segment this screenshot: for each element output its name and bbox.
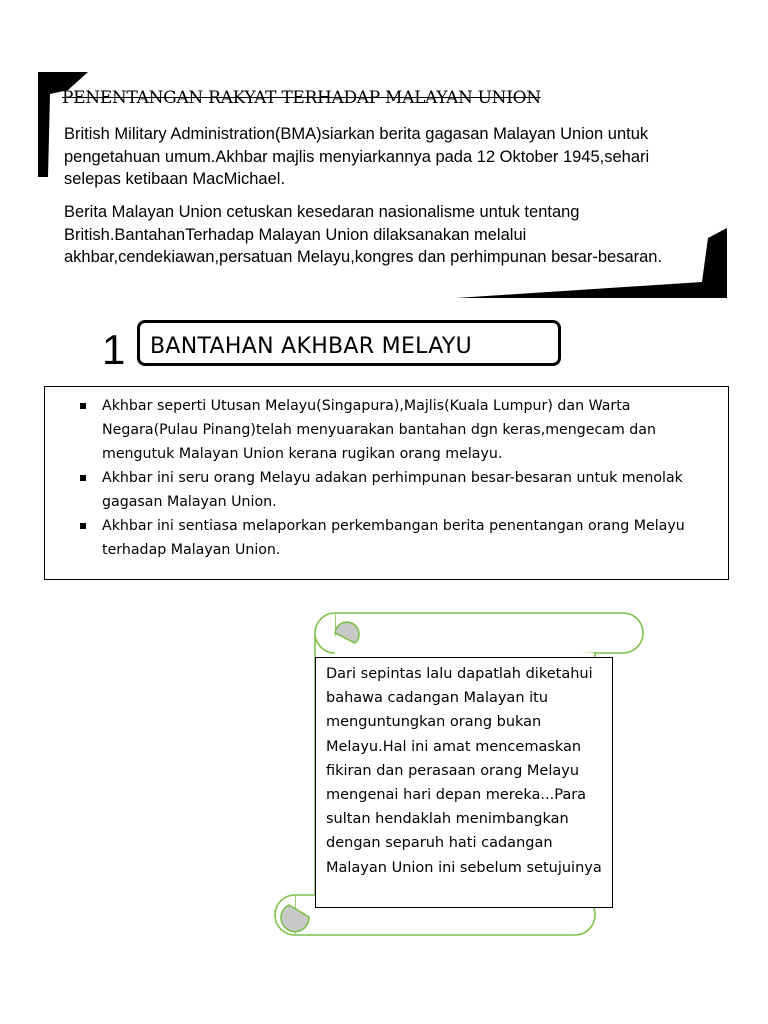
list-item: Akhbar ini sentiasa melaporkan perkembangan berita penentangan orang Melayu terhadap Malayan Union. <box>76 514 716 562</box>
bullet-list <box>76 394 716 562</box>
section-number: 1 <box>102 326 126 373</box>
intro-paragraph: British Military Administration(BMA)siarkan berita gagasan Malayan Union untuk pengetahuan umum.Akhbar majlis menyiarkannya pada 12 Oktober 1945,sehari selepas ketibaan MacMichael. <box>64 125 650 188</box>
list-item: Akhbar ini seru orang Melayu adakan perhimpunan besar-besaran untuk menolak gagasan Malayan Union. <box>76 466 716 514</box>
quote-text: Dari sepintas lalu dapatlah diketahui bahawa cadangan Malayan itu menguntungkan orang bukan Melayu.Hal ini amat mencemaskan fikiran dan perasaan orang Melayu mengenai hari depan mereka...Para sultan hendaklah menimbangkan dengan separuh hati cadangan Malayan Union ini sebelum setujuinya <box>326 666 602 876</box>
context-paragraph: Berita Malayan Union cetuskan kesedaran nasionalisme untuk tentang British.BantahanTerhadap Malayan Union dilaksanakan melalui akhbar,cendekiawan,persatuan Melayu,kongres dan perhimpunan besar-besaran. <box>64 203 663 266</box>
page-title: PENENTANGAN RAKYAT TERHADAP MALAYAN UNION <box>62 88 541 108</box>
square-bullet-icon <box>80 403 86 409</box>
square-bullet-icon <box>80 475 86 481</box>
section-title: BANTAHAN AKHBAR MELAYU <box>150 334 472 359</box>
square-bullet-icon <box>80 523 86 529</box>
list-item: Akhbar seperti Utusan Melayu(Singapura),Majlis(Kuala Lumpur) dan Warta Negara(Pulau Pinang)telah menyuarakan bantahan dgn keras,mengecam dan mengutuk Malayan Union kerana rugikan orang melayu. <box>76 394 716 466</box>
